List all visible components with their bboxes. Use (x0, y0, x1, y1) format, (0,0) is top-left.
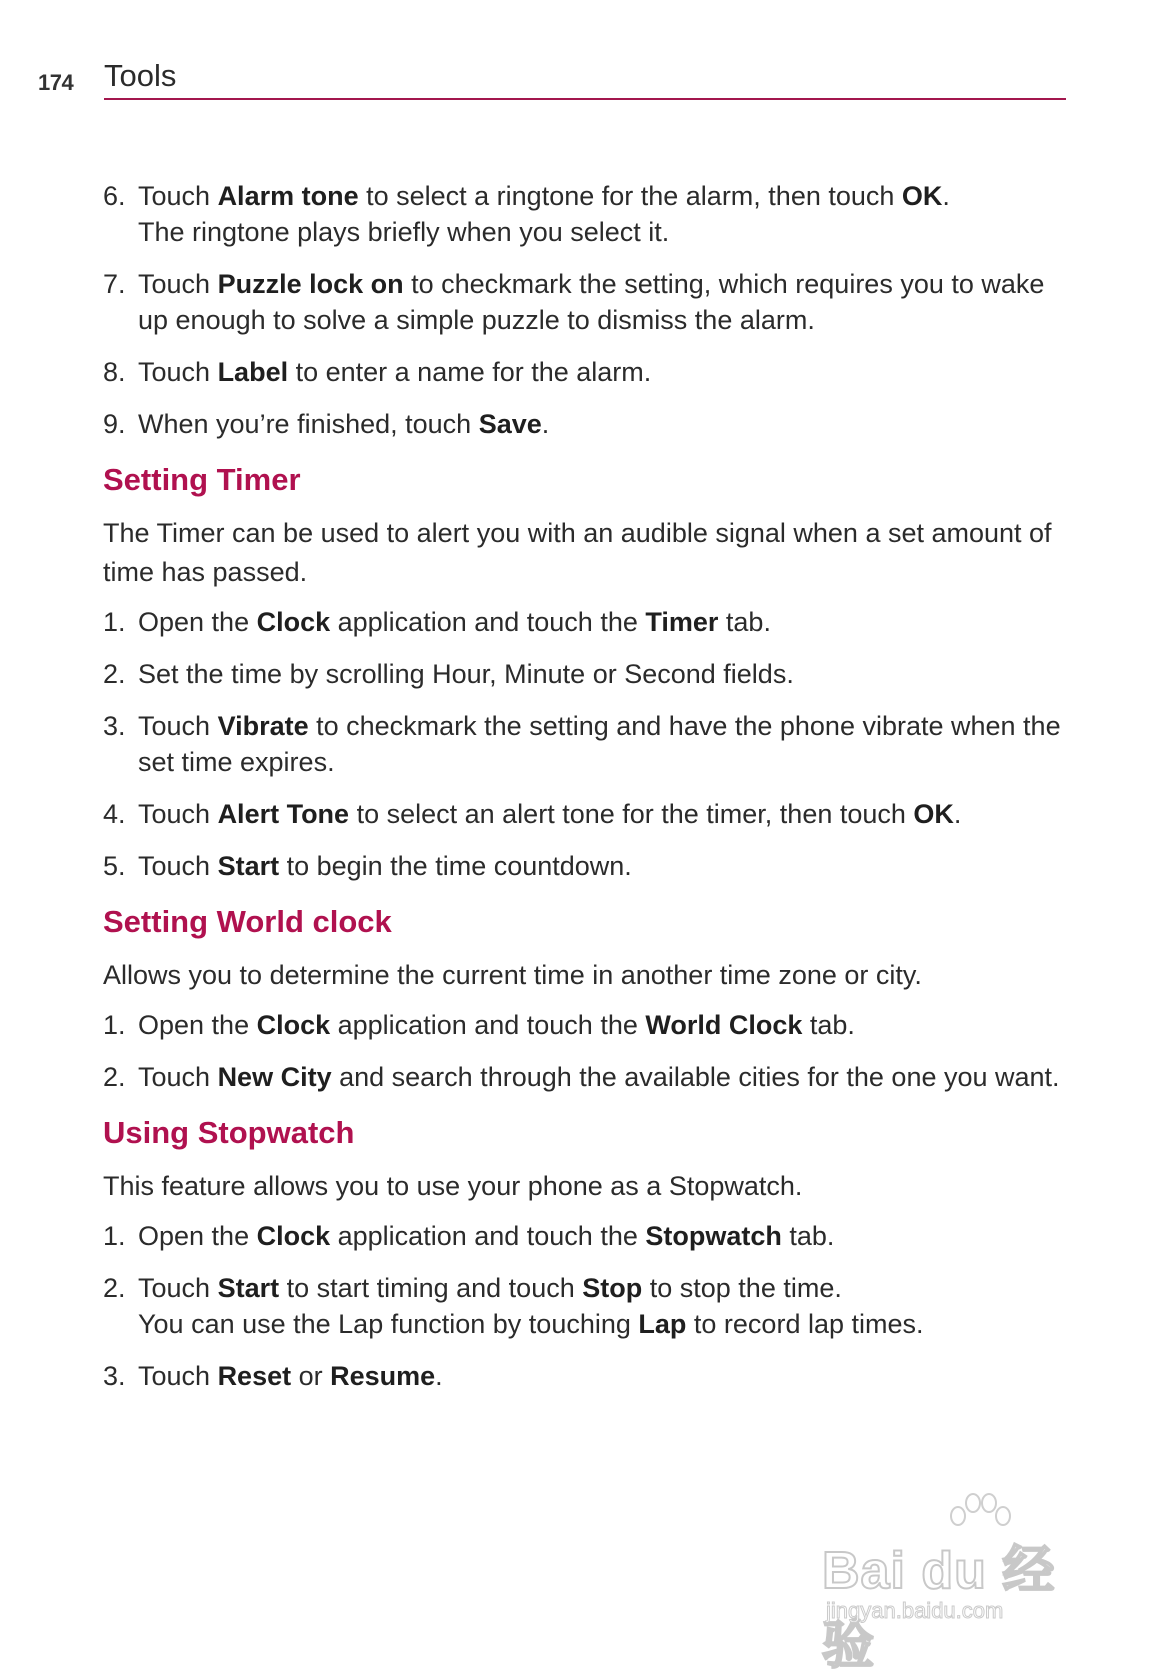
step-text: Open the (138, 607, 257, 637)
step-text: tab. (802, 1010, 855, 1040)
emphasis-term: Puzzle lock on (217, 269, 404, 299)
list-item (103, 656, 1063, 692)
emphasis-term: Reset (217, 1361, 292, 1391)
emphasis-term: Lap (638, 1309, 687, 1339)
emphasis-term: OK (913, 799, 954, 829)
emphasis-term: Alert Tone (217, 799, 350, 829)
step-number: 1. (103, 607, 126, 637)
step-text: or (291, 1361, 331, 1391)
emphasis-term: Start (217, 1273, 280, 1303)
step-text: Open the (138, 1221, 257, 1251)
step-text: to select an alert tone for the timer, then touch (349, 799, 914, 829)
step-text: to begin the time countdown. (279, 851, 632, 881)
baidu-watermark (822, 1492, 1092, 1675)
emphasis-term: Save (478, 409, 542, 439)
emphasis-term: Clock (256, 607, 331, 637)
list-item (103, 796, 1063, 832)
emphasis-term: New City (217, 1062, 332, 1092)
list-item (103, 266, 1063, 338)
step-text: Set the time by scrolling Hour, Minute or Second fields. (138, 659, 794, 689)
step-number: 1. (103, 1221, 126, 1251)
step-text: application and touch the (330, 607, 646, 637)
step-text: Touch (138, 1273, 218, 1303)
step-text: and search through the available cities for the one you want. (331, 1062, 1060, 1092)
step-text: application and touch the (330, 1221, 646, 1251)
emphasis-term: Clock (256, 1221, 331, 1251)
list-item (103, 1007, 1063, 1043)
section-intro: Allows you to determine the current time in another time zone or city. (103, 960, 922, 990)
section-heading-stopwatch: Using Stopwatch (103, 1115, 355, 1150)
step-text: to start timing and touch (279, 1273, 583, 1303)
list-item (103, 604, 1063, 640)
step-text: . (942, 181, 950, 211)
header-divider (104, 98, 1066, 100)
list-item (103, 848, 1063, 884)
step-text: Touch (138, 357, 218, 387)
step-text: tab. (781, 1221, 835, 1251)
watermark-url: jingyan.baidu.com (826, 1598, 1004, 1623)
steps-list-stopwatch (103, 1218, 1063, 1394)
step-text: Touch (138, 799, 218, 829)
emphasis-term: Label (217, 357, 289, 387)
list-item (103, 708, 1063, 780)
list-item (103, 1218, 1063, 1254)
page-header (36, 56, 1066, 102)
page-number: 174 (38, 70, 74, 95)
page-section-title: Tools (104, 58, 177, 93)
list-item (103, 354, 1063, 390)
step-text: to checkmark the setting and have the phone vibrate when the set time expires. (138, 711, 1061, 777)
steps-list-world-clock (103, 1007, 1063, 1095)
step-text: Touch (138, 711, 218, 741)
step-number: 3. (103, 1361, 126, 1391)
step-number: 8. (103, 357, 126, 387)
emphasis-term: Stop (582, 1273, 643, 1303)
step-text: When you’re finished, touch (138, 409, 479, 439)
watermark-logo-text: Bai du 经验 (822, 1542, 1056, 1675)
step-text: Touch (138, 851, 218, 881)
step-text: to record lap times. (686, 1309, 924, 1339)
step-text: to select a ringtone for the alarm, then touch (358, 181, 902, 211)
step-text: to enter a name for the alarm. (288, 357, 652, 387)
step-text: Touch (138, 181, 218, 211)
step-text: You can use the Lap function by touching (138, 1309, 639, 1339)
step-text: application and touch the (330, 1010, 646, 1040)
step-text: to checkmark the setting, which requires you to wake up enough to solve a simple puzzle to dismiss the alarm. (138, 269, 1045, 335)
list-item (103, 1358, 1063, 1394)
step-number: 7. (103, 269, 126, 299)
list-item (103, 178, 1063, 250)
emphasis-term: Stopwatch (645, 1221, 782, 1251)
step-number: 1. (103, 1010, 126, 1040)
step-number: 9. (103, 409, 126, 439)
step-number: 2. (103, 1273, 126, 1303)
emphasis-term: Alarm tone (217, 181, 359, 211)
emphasis-term: Timer (645, 607, 719, 637)
section-heading-world-clock: Setting World clock (103, 904, 392, 939)
emphasis-term: OK (901, 181, 943, 211)
emphasis-term: World Clock (645, 1010, 803, 1040)
step-number: 6. (103, 181, 126, 211)
list-item (103, 1270, 1063, 1342)
page-content (103, 178, 1063, 1410)
emphasis-term: Start (217, 851, 280, 881)
step-text: Open the (138, 1010, 257, 1040)
emphasis-term: Clock (256, 1010, 331, 1040)
step-number: 5. (103, 851, 126, 881)
list-item (103, 406, 1063, 442)
step-text: Touch (138, 1361, 218, 1391)
step-number: 2. (103, 659, 126, 689)
list-item (103, 1059, 1063, 1095)
step-text: . (953, 799, 962, 829)
step-number: 4. (103, 799, 126, 829)
step-text: to stop the time. (642, 1273, 842, 1303)
step-text: Touch (138, 269, 218, 299)
section-intro: The Timer can be used to alert you with an audible signal when a set amount of time has passed. (103, 518, 1052, 587)
step-text: tab. (718, 607, 771, 637)
step-number: 2. (103, 1062, 126, 1092)
alarm-steps-list (103, 178, 1063, 442)
sections-container (103, 458, 1063, 1394)
step-text: Touch (138, 1062, 218, 1092)
steps-list-timer (103, 604, 1063, 884)
section-heading-timer: Setting Timer (103, 462, 301, 497)
step-text: . (541, 409, 550, 439)
step-number: 3. (103, 711, 126, 741)
step-text: The ringtone plays briefly when you select it. (138, 217, 670, 247)
emphasis-term: Resume (330, 1361, 436, 1391)
step-text: . (435, 1361, 443, 1391)
section-intro: This feature allows you to use your phone as a Stopwatch. (103, 1171, 803, 1201)
emphasis-term: Vibrate (217, 711, 309, 741)
